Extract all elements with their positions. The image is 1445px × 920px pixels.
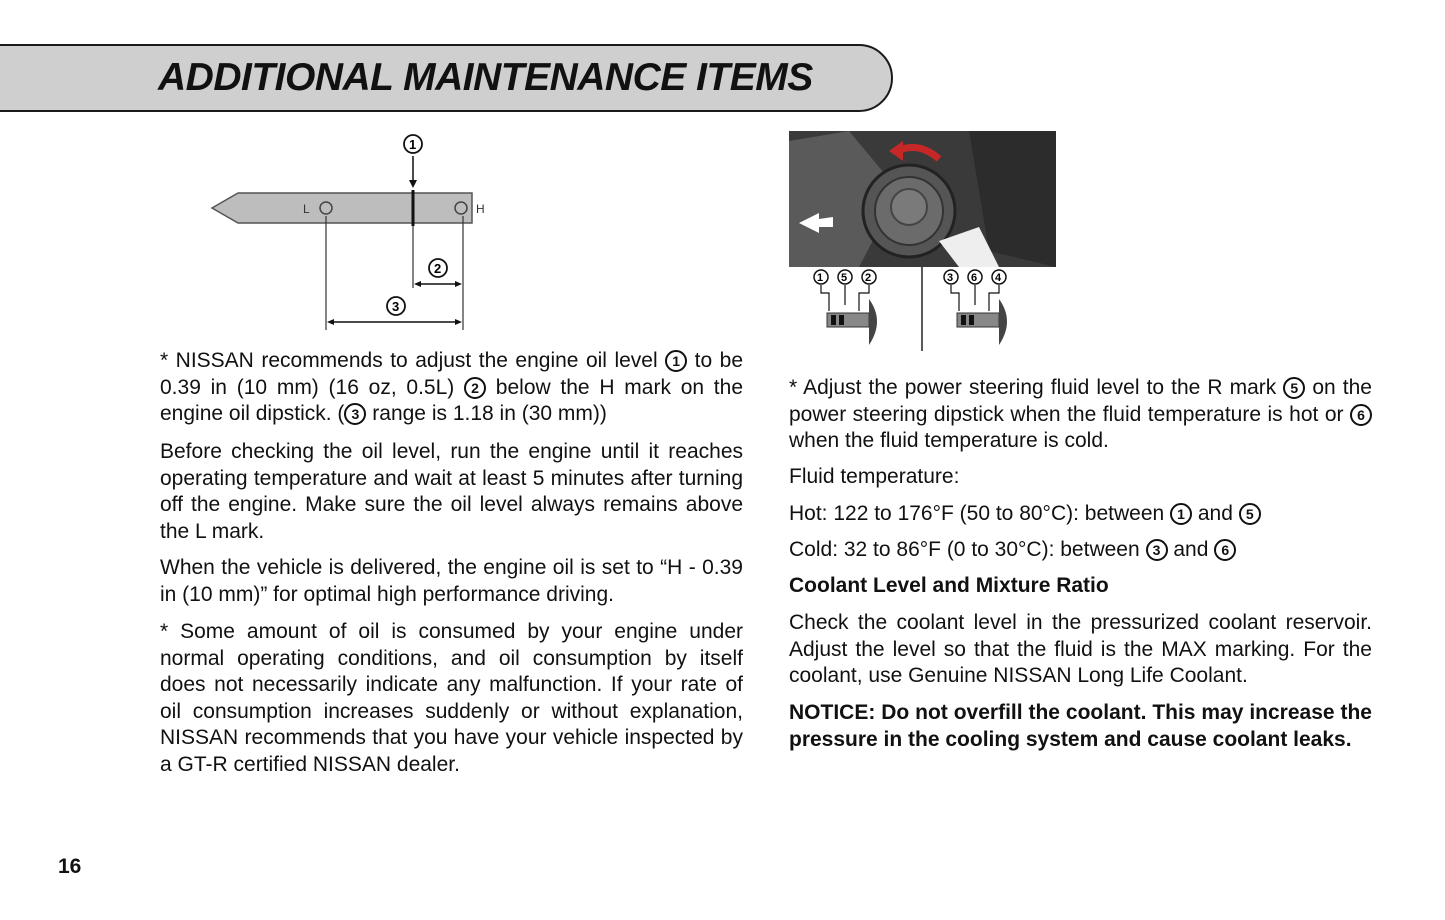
delivery-oil-paragraph: When the vehicle is delivered, the engine oil is set to “H - 0.39 in (10 mm)” for optimal high performance driving. [160, 556, 743, 606]
oil-dipstick-diagram [160, 128, 550, 343]
coolant-heading: Coolant Level and Mixture Ratio [789, 574, 1109, 597]
coolant-paragraph: Check the coolant level in the pressurized coolant reservoir. Adjust the level so that the fluid is the MAX marking. For the coolant, use Genuine NISSAN Long Life Coolant. [789, 611, 1372, 687]
circle-1: 1 [665, 350, 687, 372]
svg-text:1: 1 [409, 137, 417, 152]
svg-text:5: 5 [841, 272, 848, 284]
circle-3: 3 [344, 403, 366, 425]
dipstick-shape [212, 193, 472, 223]
power-steering-note: * Adjust the power steering fluid level to the R mark 5 on the power steering dipstick when the fluid temperature is hot or 6 when the fluid temperature is cold. [789, 376, 1372, 452]
hot-range: Hot: 122 to 176°F (50 to 80°C): between 1 and 5 [789, 501, 1261, 528]
oil-level-note: * NISSAN recommends to adjust the engine oil level 1 to be 0.39 in (10 mm) (16 oz, 0.5L) 2 below the H mark on the engine oil dipstick. ( 3 range is 1.18 in (30 mm)) [160, 349, 744, 425]
svg-text:6: 6 [971, 272, 978, 284]
page-title: ADDITIONAL MAINTENANCE ITEMS [158, 56, 813, 99]
circle-2: 2 [464, 377, 486, 399]
label-h: H [476, 202, 485, 216]
svg-text:2: 2 [865, 272, 872, 284]
label-l: L [303, 202, 310, 216]
circle-6: 6 [1350, 404, 1372, 426]
svg-text:4: 4 [995, 272, 1002, 284]
svg-text:3: 3 [947, 272, 954, 284]
circle-5: 5 [1283, 377, 1305, 399]
svg-text:3: 3 [392, 299, 400, 314]
oil-check-paragraph: Before checking the oil level, run the engine until it reaches operating temperature and wait at least 5 minutes after turning off the engine. Make sure the oil level always remains above the L mark. [160, 440, 743, 543]
svg-text:2: 2 [434, 261, 442, 276]
cold-range: Cold: 32 to 86°F (0 to 30°C): between 3 and 6 [789, 537, 1236, 564]
page-number: 16 [58, 855, 82, 878]
fluid-temperature-label: Fluid temperature: [789, 465, 960, 488]
coolant-notice: NOTICE: Do not overfill the coolant. This may increase the pressure in the cooling system and cause coolant leaks. [789, 701, 1372, 751]
power-steering-diagram [789, 131, 1057, 351]
svg-text:1: 1 [817, 272, 824, 284]
oil-consumption-paragraph: * Some amount of oil is consumed by your engine under normal operating conditions, and oil consumption by itself does not necessarily indicate any malfunction. If your rate of oil consumption increases suddenly or without explanation, NISSAN recommends that you have your vehicle inspected by a GT-R certified NISSAN dealer. [160, 620, 743, 776]
